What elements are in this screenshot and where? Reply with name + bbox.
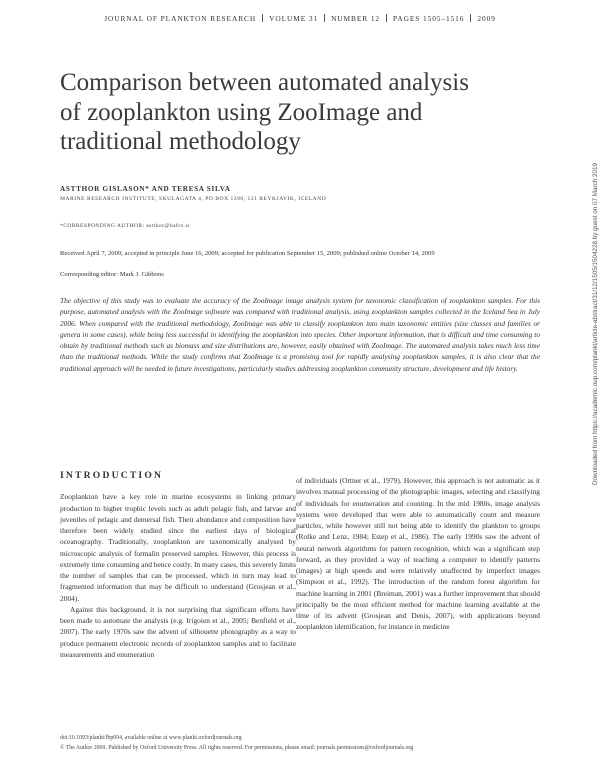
abstract: The objective of this study was to evaluate the accuracy of the ZooImage image analysis system for taxonomic classification of zooplankton samples. For this purpose, automated analysis with the ZooImage software was compared with traditional analysis, using zooplankton samples collected in the Iceland Sea in July 2006. When compared with the traditional methodology, ZooImage was able to classify zooplankton into main taxonomic entities (size classes and families or genera in some cases), while being less successful in identifying the zooplankton into species. Other important information, that is difficult and time consuming to obtain by traditional methods such as biomass and size distributions are, however, easily obtained with ZooImage. The automated analysis takes much less time than the traditional methods. While the study confirms that ZooImage is a promising tool for rapidly analysing zooplankton samples, it is also clear that the traditional approach will be needed in future investigations, particularly studies addressing zooplankton community structure, development and life history.	[60, 296, 540, 373]
corresponding-author: *CORRESPONDING AUTHOR: astthor@hafro.is	[60, 223, 190, 229]
intro-paragraph-3: of individuals (Ortner et al., 1979). However, this approach is not automatic as it involves manual processing of the photographic images, selecting and classifying of individuals for enumeration and counting. In the mid 1980s, image analysis systems were developed that were able to automatically count and measure particles, while however still not being able to identify the plankton to groups (Rolke and Lenz, 1984; Estep et al., 1986). The early 1990s saw the advent of neural network algorithms for pattern recognition, which was a significant step forward, as they provided a way of teaching a computer to identify patterns (images) at high speeds and were relatively unaffected by imperfect images (Simpson et al., 1992). The introduction of the random forest algorithm for machine learning in 2001 (Breiman, 2001) was a further improvement that should principally be the most efficient method for machine learning available at the time of its advent (Grosjean and Denis, 2007), with applications beyond zooplankton identification, for instance in medicine	[296, 476, 540, 632]
article-title: Comparison between automated analysis of zooplankton using ZooImage and traditional methodology	[60, 69, 469, 155]
received-dates: Received April 7, 2009; accepted in principle June 16, 2009; accepted for publication September 15, 2009; published online October 14, 2009	[60, 250, 435, 257]
journal-pages: PAGES 1505–1516	[393, 14, 465, 23]
section-heading-introduction: INTRODUCTION	[60, 470, 164, 481]
header-divider	[262, 14, 263, 22]
intro-paragraph-2: Against this background, it is not surprising that significant efforts have been made to automate the analysis (e.g. Irigoien et al., 2005; Benfield et al., 2007). The early 1970s saw the advent of silhouette photography as a way to produce permanent electronic records of zooplankton samples and to facilitate measurements and enumeration	[60, 604, 296, 659]
journal-number: NUMBER 12	[331, 14, 381, 23]
intro-paragraph-1: Zooplankton have a key role in marine ecosystems in linking primary production to higher trophic levels such as adult pelagic fish, and larvae and juveniles of pelagic and demersal fish. Their abundance and composition have therefore been widely studied since the earliest days of biological oceanography. Traditionally, zooplankton are taxonomically analysed by microscopic analysis of formalin preserved samples. However, this process is extremely time consuming and hence costly. In many cases, this severely limits the number of samples that can be processed, which in turn may lead to fragmented information that may be difficult to understand (Grosjean et al., 2004).	[60, 492, 297, 603]
authors: ASTTHOR GISLASON* AND TERESA SILVA	[60, 185, 231, 193]
corresponding-editor: Corresponding editor: Mark J. Gibbons	[60, 271, 164, 278]
journal-header	[0, 14, 600, 23]
footer-doi: doi:10.1093/plankt/fbp094, available online at www.plankt.oxfordjournals.org	[60, 735, 242, 741]
header-divider	[386, 14, 387, 22]
header-divider	[470, 14, 471, 22]
journal-name: JOURNAL OF PLANKTON RESEARCH	[104, 14, 257, 23]
left-column	[60, 470, 296, 660]
right-column	[296, 475, 540, 633]
journal-year: 2009	[477, 14, 496, 23]
affiliation: MARINE RESEARCH INSTITUTE, SKULAGATA 4, PO BOX 1390, 121 REYKJAVIK, ICELAND	[60, 196, 327, 202]
header-divider	[324, 14, 325, 22]
footer-copyright: © The Author 2009. Published by Oxford University Press. All rights reserved. For permissions, please email: journals.permissions@oxfordjournals.org	[60, 745, 414, 751]
download-watermark: Downloaded from https://academic.oup.com/plankt/article-abstract/31/12/1505/1504228 by guest on 07 March 2019	[592, 162, 599, 485]
journal-volume: VOLUME 31	[269, 14, 319, 23]
